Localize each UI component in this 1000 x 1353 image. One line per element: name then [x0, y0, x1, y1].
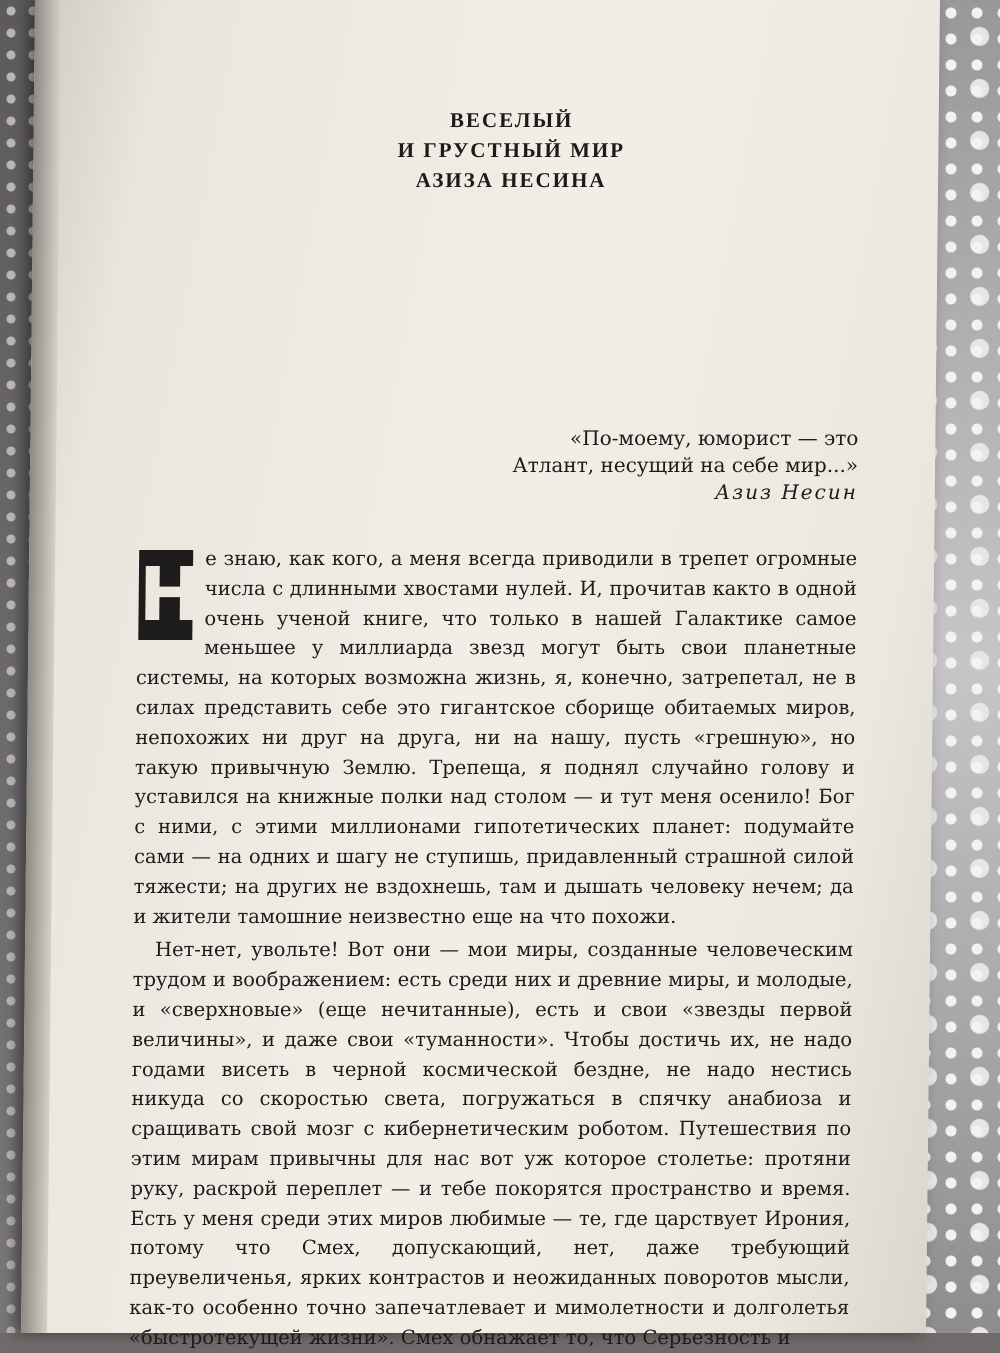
- paragraph-2: Нет-нет, увольте! Вот они — мои миры, созданные человеческим трудом и воображением: есть среди них и древние миры, и молодые, и «сверхновые» (еще нечитанные), есть и свои «звезды первой величины», и даже свои «туманности». Чтобы достичь их, не надо годами висеть в черной космической бездне, не надо нестись никуда со скоростью света, погружаться в спячку анабиоза и сращивать свой мозг с кибернетическим роботом. Путешествия по этим мирам привычны для нас вот уж которое столетье: протяни руку, раскрой переплет — и тебе покорятся пространство и время. Есть у меня среди этих миров любимые — те, где царствует Ирония, потому что Смех, допускающий, нет, даже требующий преувеличенья, ярких контрастов и неожиданных поворотов мысли, как-то особенно точно запечатлевает и мимолетности и долголетья «быстротекущей жизни». Смех обнажает то, что Серьезность и: [128, 938, 854, 1349]
- chapter-title: [161, 105, 862, 195]
- paragraph-1: е знаю, как кого, а меня всегда приводили в трепет огромные числа с длинными хвостами нулей. И, прочитав както в одной очень ученой книге, что только в нашей Галактике самое меньшее у миллиарда звезд могут быть свои планетные системы, на которых возможна жизнь, я, конечно, затрепетал, не в силах представить себе это гигантское сборище обитаемых миров, непохожих ни друг на друга, ни на нашу, пусть «грешную», но такую привычную Землю. Трепеща, я поднял случайно голову и уставился на книжные полки над столом — и тут меня осенило! Бог с ними, с этими миллионами гипотетических планет: подумайте сами — на одних и шагу не ступишь, придавленный страшной силой тяжести; на других не вздохнешь, там и дышать человеку нечем; да и жители тамошние неизвестно еще на что похожи.: [133, 547, 858, 928]
- book-page: [21, 0, 940, 1349]
- epigraph: [488, 425, 859, 506]
- page-content: [129, 105, 862, 1353]
- title-line-2: И ГРУСТНЫЙ МИР: [397, 138, 626, 162]
- epigraph-line-1: «По-моему, юморист — это: [569, 426, 859, 450]
- title-line-3: АЗИЗА НЕСИНА: [415, 168, 607, 192]
- drop-cap: Н: [138, 552, 202, 638]
- epigraph-line-2: Атлант, несущий на себе мир...»: [512, 453, 859, 477]
- epigraph-author: Азиз Несин: [714, 480, 858, 504]
- title-line-1: ВЕСЕЛЫЙ: [449, 108, 574, 132]
- body-text: [129, 544, 857, 1353]
